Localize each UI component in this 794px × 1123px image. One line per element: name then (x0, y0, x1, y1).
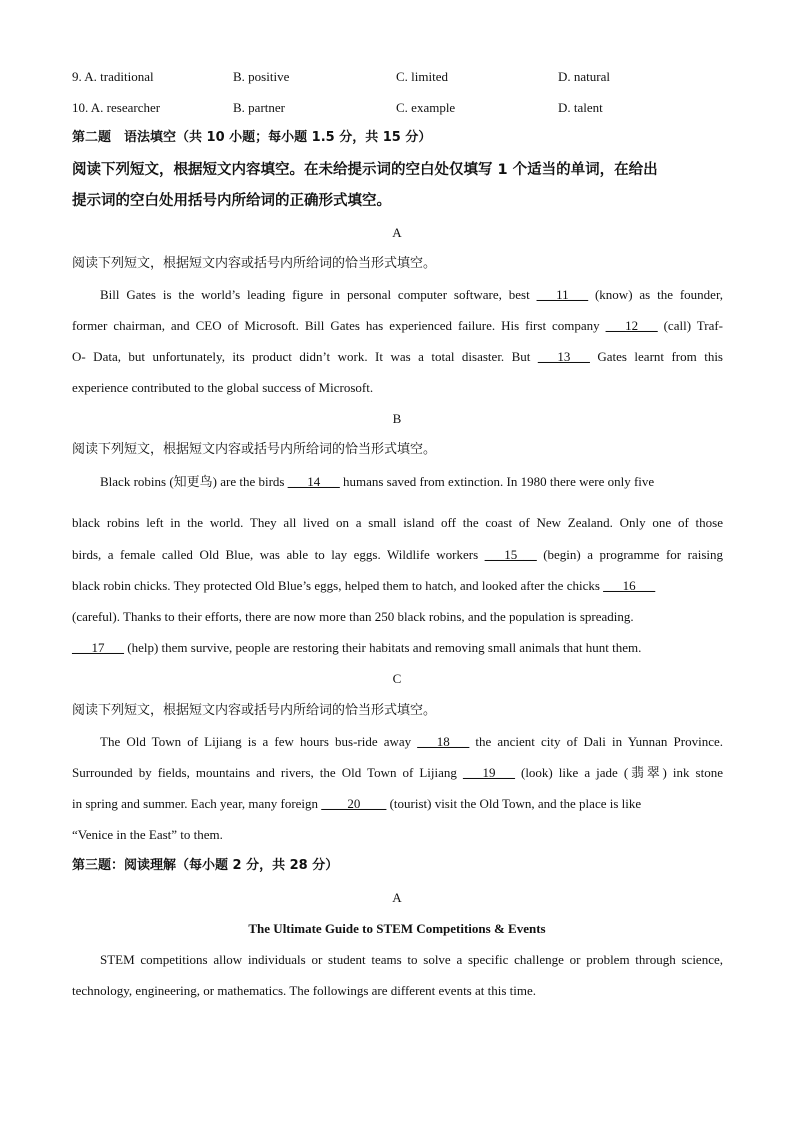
part-b-line-4: black robin chicks. They protected Old Blue’s eggs, helped them to hatch, and looked after the chicks ___16___ (72, 578, 656, 593)
section3-part-a-label: A (392, 890, 402, 905)
part-b-line-1: Black robins (知更鸟) are the birds ___14___ humans saved from extinction. In 1980 there were only five (100, 474, 655, 489)
option-10-b: B. partner (233, 100, 285, 115)
part-c-line-2: Surrounded by fields, mountains and rivers, the Old Town of Lijiang ___19___ (look) like a jade (翡翠) ink stone (72, 765, 723, 780)
part-b-subinstruction: 阅读下列短文，根据短文内容或括号内所给词的恰当形式填空。 (72, 442, 437, 457)
part-b-line-2: black robins left in the world. They all lived on a small island off the coast of New Zealand. Only one of those (72, 515, 723, 530)
part-a-line-4: experience contributed to the global success of Microsoft. (72, 380, 374, 395)
blank-14: ___14___ (287, 474, 340, 489)
part-b-label: B (392, 411, 402, 426)
option-10-a: 10. A. researcher (72, 100, 161, 115)
option-9-d: D. natural (558, 69, 610, 84)
blank-18: ___18___ (417, 734, 470, 749)
blank-19: ___19___ (462, 765, 515, 780)
blank-17: ___17___ (72, 640, 124, 655)
option-9-a: 9. A. traditional (72, 69, 154, 84)
section3-title: 第三题：阅读理解（每小题 2 分，共 28 分） (72, 858, 339, 873)
section2-instruction-1: 阅读下列短文，根据短文内容填空。在未给提示词的空白处仅填写 1 个适当的单词，在给出 (72, 162, 658, 178)
passage-heading: The Ultimate Guide to STEM Competitions & Events (248, 921, 546, 936)
part-a-line-1: Bill Gates is the world’s leading figure in personal computer software, best ___11___ (know) as the founder, (100, 287, 723, 302)
part-c-line-3: in spring and summer. Each year, many foreign ____20____ (tourist) visit the Old Town, and the place is like (72, 796, 642, 811)
passage-line-2: technology, engineering, or mathematics. The followings are different events at this time. (72, 983, 537, 998)
part-b-line-3: birds, a female called Old Blue, was able to lay eggs. Wildlife workers ___15___ (begin) a programme for raising (72, 547, 723, 562)
option-9-b: B. positive (233, 69, 290, 84)
blank-11: ___11___ (536, 287, 589, 302)
part-a-line-3: O- Data, but unfortunately, its product didn’t work. It was a total disaster. But ___13___ Gates learnt from this (72, 349, 723, 364)
part-b-line-6: ___17___ (help) them survive, people are restoring their habitats and removing small animals that hunt them. (72, 640, 642, 655)
blank-16: ___16___ (603, 578, 656, 593)
blank-12: ___12___ (605, 318, 658, 333)
part-a-label: A (392, 225, 402, 240)
part-c-line-4: “Venice in the East” to them. (72, 827, 223, 842)
blank-15: ___15___ (484, 547, 537, 562)
passage-line-1: STEM competitions allow individuals or student teams to solve a specific challenge or problem through science, (100, 952, 723, 967)
part-c-line-1: The Old Town of Lijiang is a few hours bus-ride away ___18___ the ancient city of Dali in Yunnan Province. (100, 734, 723, 749)
section2-title: 第二题 语法填空（共 10 小题；每小题 1.5 分，共 15 分） (72, 130, 432, 145)
option-9-c: C. limited (396, 69, 448, 84)
option-10-c: C. example (396, 100, 456, 115)
part-a-line-2: former chairman, and CEO of Microsoft. Bill Gates has experienced failure. His first company ___12___ (call) Traf- (72, 318, 723, 333)
blank-13: ___13___ (537, 349, 590, 364)
part-c-label: C (392, 671, 402, 686)
part-b-line-5: (careful). Thanks to their efforts, there are now more than 250 black robins, and the population is spreading. (72, 609, 634, 624)
part-a-subinstruction: 阅读下列短文，根据短文内容或括号内所给词的恰当形式填空。 (72, 256, 437, 271)
blank-20: ____20____ (321, 796, 387, 811)
section2-instruction-2: 提示词的空白处用括号内所给词的正确形式填空。 (72, 193, 391, 209)
part-c-subinstruction: 阅读下列短文，根据短文内容或括号内所给词的恰当形式填空。 (72, 703, 437, 718)
option-10-d: D. talent (558, 100, 603, 115)
